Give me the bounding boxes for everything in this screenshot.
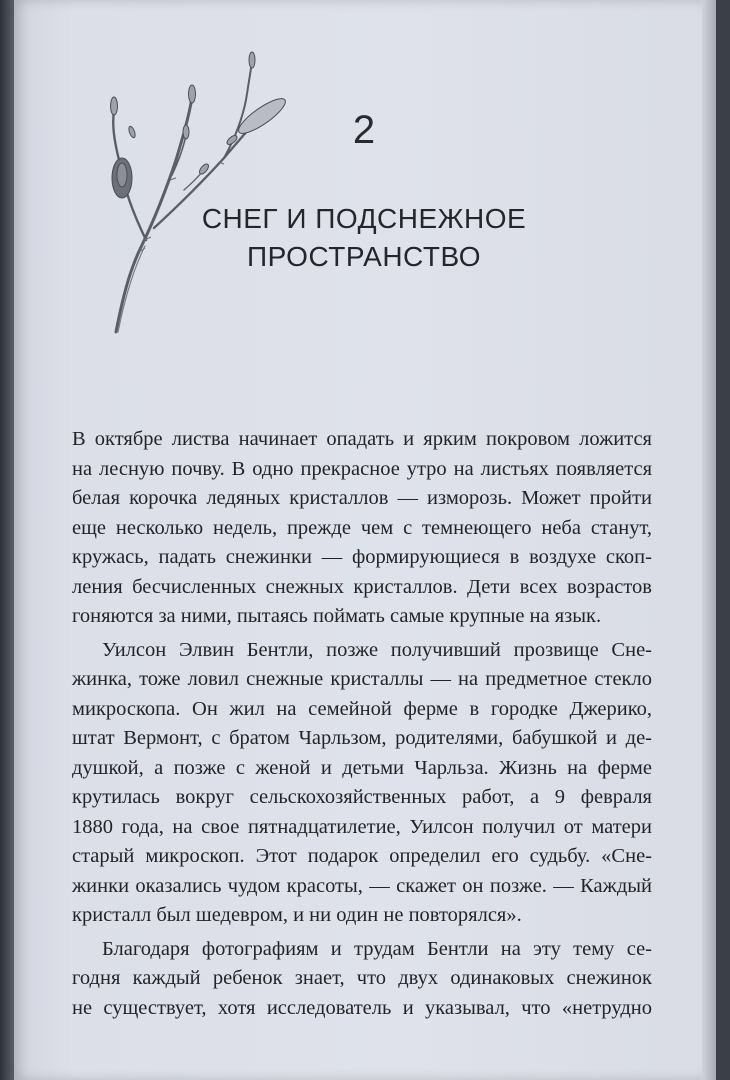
text-line: душкой, а позже с женой и детьми Чарльза. Жизнь на ферме [72, 756, 652, 779]
text-line: еще несколько недель, прежде чем с темнеющего неба станут, [72, 516, 652, 539]
text-line: 1880 года, на свое пятнадцатилетие, Уилсон получил от матери [72, 815, 652, 838]
chapter-title-line-2: ПРОСТРАНСТВО [247, 241, 481, 272]
text-line: штат Вермонт, с братом Чарльзом, родителями, бабушкой и де- [72, 727, 652, 749]
paragraph-1 [72, 425, 652, 632]
text-line: Уилсон Элвин Бентли, позже получивший прозвище Сне- [102, 638, 652, 661]
text-line: старый микроскоп. Этот подарок определил его судьбу. «Сне- [72, 845, 652, 867]
text-line: Благодаря фотографиям и трудам Бентли на эту тему се- [102, 937, 652, 960]
text-line: микроскопа. Он жил на семейной ферме в городке Джерико, [72, 697, 652, 720]
twig-with-buds-illustration [84, 40, 314, 340]
text-line: не существует, хотя исследователь и указывал, что «нетрудно [72, 996, 652, 1019]
paragraph-2 [72, 636, 652, 931]
chapter-title [164, 200, 564, 276]
text-line: крутилась вокруг сельскохозяйственных работ, а 9 февраля [72, 786, 652, 808]
paragraph-3 [72, 935, 652, 1024]
chapter-number: 2 [352, 108, 376, 152]
book-page [14, 0, 716, 1080]
text-line: годня каждый ребенок знает, что двух одинаковых снежинок [72, 967, 652, 989]
text-line: В октябре листва начинает опадать и ярким покровом ложится [72, 428, 652, 450]
text-line: гоняются за ними, пытаясь поймать самые крупные на язык. [72, 605, 602, 627]
text-line: жинка, тоже ловил снежные кристаллы — на предметное стекло [72, 668, 652, 690]
text-line: ления бесчисленных снежных кристаллов. Дети всех возрастов [72, 575, 652, 598]
text-line: кружась, падать снежинки — формирующиеся в воздухе скоп- [72, 546, 652, 568]
text-line: белая корочка ледяных кристаллов — изморозь. Может пройти [72, 487, 652, 509]
chapter-title-line-1: СНЕГ И ПОДСНЕЖНОЕ [201, 203, 527, 234]
text-line: на лесную почву. В одно прекрасное утро на листьях появляется [72, 457, 652, 480]
text-line: кристалл был шедевром, и ни один не повторялся». [72, 904, 522, 926]
page-edge [702, 0, 716, 1080]
book-gutter [0, 0, 14, 1080]
chapter-body-text [72, 425, 652, 1023]
text-line: жинки оказались чудом красоты, — скажет он позже. — Каждый [72, 874, 652, 897]
